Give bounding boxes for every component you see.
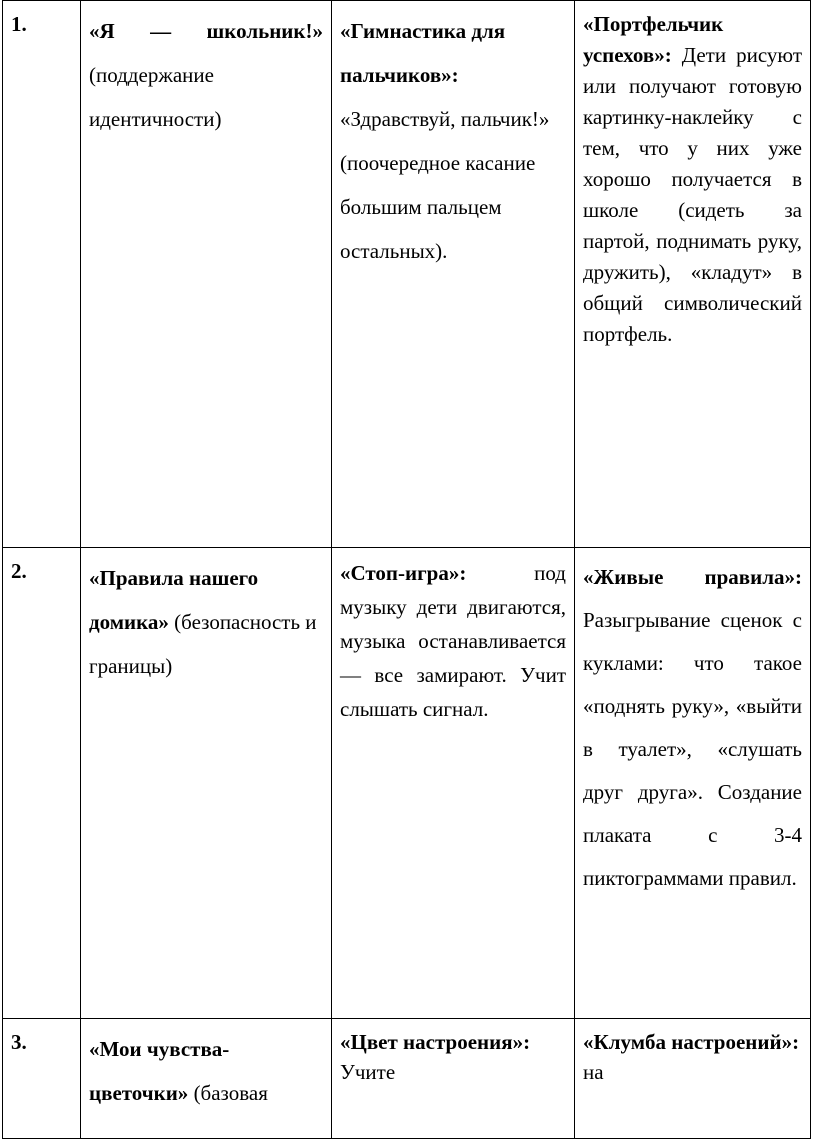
topic-cell — [81, 1, 332, 548]
activity-description: Дети рисуют или получают готовую картинку-наклейку с тем, что у них уже хорошо получается в школе (сидеть за партой, поднимать руку, дружить), «кладут» в общий символический портфель. — [583, 43, 802, 346]
game-text — [340, 556, 566, 726]
game-cell — [332, 548, 575, 1019]
topic-text — [89, 1027, 323, 1115]
activity-text — [583, 9, 802, 350]
activities-table — [2, 0, 811, 1139]
topic-cell — [81, 548, 332, 1019]
table-row — [3, 548, 811, 1019]
game-description: Учите — [340, 1060, 396, 1084]
topic-title: «Мои чувства-цветочки» — [89, 1037, 230, 1105]
game-title: «Гимнастика для пальчиков»: — [340, 19, 506, 87]
topic-cell — [81, 1019, 332, 1139]
activity-title: «Портфельчик успехов»: — [583, 12, 724, 67]
activity-cell — [575, 548, 811, 1019]
game-title: «Стоп-игра»: — [340, 561, 467, 585]
table-row — [3, 1, 811, 548]
game-text — [340, 1027, 566, 1087]
activity-description: Разыгрывание сценок с куклами: что такое «поднять руку», «выйти в туалет», «слушать друг друга». Создание плаката с 3-4 пиктограммами правил. — [583, 608, 802, 890]
activity-text — [583, 1027, 802, 1087]
game-text — [340, 9, 566, 273]
game-description: под музыку дети двигаются, музыка останавливается — все замирают. Учит слышать сигнал. — [340, 561, 566, 721]
game-title: «Цвет настроения»: — [340, 1030, 531, 1054]
game-cell — [332, 1, 575, 548]
activity-title: «Клумба настроений»: — [583, 1030, 800, 1054]
game-cell — [332, 1019, 575, 1139]
row-number: 2. — [3, 548, 81, 1019]
row-number: 1. — [3, 1, 81, 548]
topic-title: «Правила нашего домика» — [89, 566, 259, 634]
topic-subtitle: (поддержание идентичности) — [89, 63, 222, 131]
activity-cell — [575, 1019, 811, 1139]
activity-cell — [575, 1, 811, 548]
topic-subtitle: (базовая — [193, 1081, 268, 1105]
activity-text — [583, 556, 802, 900]
game-description: «Здравствуй, пальчик!» (поочередное касание большим пальцем остальных). — [340, 107, 550, 263]
topic-text — [89, 9, 323, 141]
row-number: 3. — [3, 1019, 81, 1139]
topic-subtitle: (безопасность и границы) — [89, 610, 317, 678]
activity-title: «Живые правила»: — [583, 565, 802, 589]
activity-description: на — [583, 1060, 604, 1084]
table-row — [3, 1019, 811, 1139]
topic-title: «Я — школьник!» — [89, 19, 323, 43]
topic-text — [89, 556, 323, 688]
